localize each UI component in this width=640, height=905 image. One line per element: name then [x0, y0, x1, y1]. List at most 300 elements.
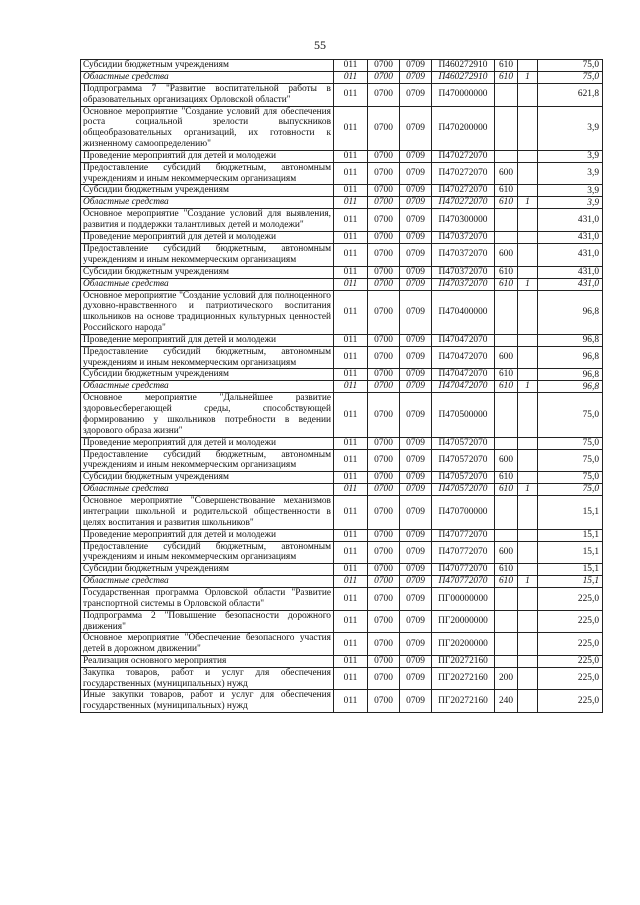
row-name: Предоставление субсидий бюджетным, автономным учреждениям и иным некоммерческим организациям [81, 346, 334, 369]
amount: 3,9 [538, 162, 603, 185]
expense-type: 610 [495, 369, 518, 381]
admin-code: 011 [334, 162, 368, 185]
section-code: 0700 [368, 185, 400, 197]
table-row [81, 381, 603, 393]
table-row [81, 290, 603, 334]
target-article: П470472070 [432, 369, 495, 381]
row-name: Субсидии бюджетным учреждениям [81, 266, 334, 278]
target-article: П470772070 [432, 541, 495, 564]
target-article: П470000000 [432, 84, 495, 107]
funding-source [518, 84, 538, 107]
funding-source [518, 346, 538, 369]
table-row [81, 150, 603, 162]
funding-source [518, 290, 538, 334]
subsection-code: 0709 [400, 84, 432, 107]
admin-code: 011 [334, 197, 368, 209]
admin-code: 011 [334, 667, 368, 690]
subsection-code: 0709 [400, 278, 432, 290]
admin-code: 011 [334, 106, 368, 150]
admin-code: 011 [334, 655, 368, 667]
row-name: Субсидии бюджетным учреждениям [81, 369, 334, 381]
admin-code: 011 [334, 72, 368, 84]
target-article: П470372070 [432, 231, 495, 243]
expense-type: 610 [495, 576, 518, 588]
section-code: 0700 [368, 655, 400, 667]
subsection-code: 0709 [400, 72, 432, 84]
admin-code: 011 [334, 393, 368, 437]
amount: 75,0 [538, 484, 603, 496]
section-code: 0700 [368, 369, 400, 381]
funding-source [518, 610, 538, 633]
table-row [81, 610, 603, 633]
target-article: П470772070 [432, 576, 495, 588]
subsection-code: 0709 [400, 449, 432, 472]
target-article: П470572070 [432, 472, 495, 484]
table-row [81, 278, 603, 290]
admin-code: 011 [334, 266, 368, 278]
subsection-code: 0709 [400, 60, 432, 72]
section-code: 0700 [368, 243, 400, 266]
funding-source [518, 449, 538, 472]
table-row [81, 84, 603, 107]
subsection-code: 0709 [400, 231, 432, 243]
expense-type [495, 150, 518, 162]
funding-source [518, 437, 538, 449]
expense-type [495, 588, 518, 611]
section-code: 0700 [368, 290, 400, 334]
table-row [81, 472, 603, 484]
target-article: П470272070 [432, 150, 495, 162]
section-code: 0700 [368, 496, 400, 529]
target-article: П470572070 [432, 437, 495, 449]
target-article: П460272910 [432, 60, 495, 72]
section-code: 0700 [368, 576, 400, 588]
section-code: 0700 [368, 541, 400, 564]
admin-code: 011 [334, 84, 368, 107]
amount: 621,8 [538, 84, 603, 107]
admin-code: 011 [334, 150, 368, 162]
table-row [81, 346, 603, 369]
expense-type [495, 393, 518, 437]
row-name: Закупка товаров, работ и услуг для обеспечения государственных (муниципальных) нужд [81, 667, 334, 690]
admin-code: 011 [334, 529, 368, 541]
section-code: 0700 [368, 266, 400, 278]
section-code: 0700 [368, 209, 400, 232]
funding-source: 1 [518, 72, 538, 84]
funding-source [518, 541, 538, 564]
expense-type: 610 [495, 472, 518, 484]
target-article: ПГ20272160 [432, 690, 495, 713]
row-name: Проведение мероприятий для детей и молодежи [81, 529, 334, 541]
section-code: 0700 [368, 60, 400, 72]
target-article: ПГ20272160 [432, 655, 495, 667]
subsection-code: 0709 [400, 162, 432, 185]
subsection-code: 0709 [400, 266, 432, 278]
admin-code: 011 [334, 576, 368, 588]
table-row [81, 185, 603, 197]
funding-source [518, 209, 538, 232]
table-row [81, 266, 603, 278]
expense-type: 610 [495, 60, 518, 72]
section-code: 0700 [368, 588, 400, 611]
expense-type: 610 [495, 484, 518, 496]
subsection-code: 0709 [400, 209, 432, 232]
row-name: Предоставление субсидий бюджетным, автономным учреждениям и иным некоммерческим организациям [81, 243, 334, 266]
table-row [81, 529, 603, 541]
admin-code: 011 [334, 243, 368, 266]
section-code: 0700 [368, 393, 400, 437]
table-row [81, 197, 603, 209]
expense-type [495, 633, 518, 656]
admin-code: 011 [334, 185, 368, 197]
row-name: Проведение мероприятий для детей и молодежи [81, 334, 334, 346]
expense-type [495, 529, 518, 541]
row-name: Предоставление субсидий бюджетным, автономным учреждениям и иным некоммерческим организациям [81, 449, 334, 472]
admin-code: 011 [334, 633, 368, 656]
table-row [81, 209, 603, 232]
section-code: 0700 [368, 610, 400, 633]
target-article: П470472070 [432, 381, 495, 393]
table-row [81, 588, 603, 611]
subsection-code: 0709 [400, 576, 432, 588]
row-name: Основное мероприятие "Дальнейшее развитие здоровьесберегающей среды, способствующей формированию у школьников потребности в ведении здорового образа жизни" [81, 393, 334, 437]
subsection-code: 0709 [400, 334, 432, 346]
section-code: 0700 [368, 564, 400, 576]
row-name: Основное мероприятие "Обеспечение безопасного участия детей в дорожном движении" [81, 633, 334, 656]
funding-source [518, 472, 538, 484]
expense-type [495, 496, 518, 529]
amount: 3,9 [538, 197, 603, 209]
admin-code: 011 [334, 496, 368, 529]
table-row [81, 655, 603, 667]
subsection-code: 0709 [400, 197, 432, 209]
amount: 75,0 [538, 472, 603, 484]
funding-source: 1 [518, 197, 538, 209]
admin-code: 011 [334, 278, 368, 290]
row-name: Субсидии бюджетным учреждениям [81, 185, 334, 197]
admin-code: 011 [334, 346, 368, 369]
table-row [81, 72, 603, 84]
admin-code: 011 [334, 690, 368, 713]
section-code: 0700 [368, 529, 400, 541]
funding-source [518, 150, 538, 162]
funding-source [518, 564, 538, 576]
row-name: Основное мероприятие "Совершенствование механизмов интеграции школьной и родительской общественности в целях воспитания и развития школьников" [81, 496, 334, 529]
subsection-code: 0709 [400, 290, 432, 334]
subsection-code: 0709 [400, 185, 432, 197]
target-article: ПГ00000000 [432, 588, 495, 611]
table-row [81, 231, 603, 243]
section-code: 0700 [368, 484, 400, 496]
section-code: 0700 [368, 334, 400, 346]
section-code: 0700 [368, 162, 400, 185]
row-name: Предоставление субсидий бюджетным, автономным учреждениям и иным некоммерческим организациям [81, 162, 334, 185]
row-name: Реализация основного мероприятия [81, 655, 334, 667]
amount: 3,9 [538, 150, 603, 162]
target-article: П470200000 [432, 106, 495, 150]
amount: 75,0 [538, 60, 603, 72]
funding-source [518, 162, 538, 185]
admin-code: 011 [334, 588, 368, 611]
admin-code: 011 [334, 610, 368, 633]
section-code: 0700 [368, 278, 400, 290]
admin-code: 011 [334, 334, 368, 346]
target-article: ПГ20000000 [432, 610, 495, 633]
subsection-code: 0709 [400, 655, 432, 667]
amount: 3,9 [538, 185, 603, 197]
funding-source [518, 185, 538, 197]
target-article: П470372070 [432, 266, 495, 278]
expense-type [495, 290, 518, 334]
section-code: 0700 [368, 472, 400, 484]
row-name: Областные средства [81, 484, 334, 496]
amount: 96,8 [538, 334, 603, 346]
amount: 15,1 [538, 529, 603, 541]
row-name: Государственная программа Орловской области "Развитие транспортной системы в Орловской области" [81, 588, 334, 611]
amount: 225,0 [538, 588, 603, 611]
section-code: 0700 [368, 197, 400, 209]
subsection-code: 0709 [400, 472, 432, 484]
section-code: 0700 [368, 106, 400, 150]
admin-code: 011 [334, 231, 368, 243]
expense-type: 200 [495, 667, 518, 690]
target-article: П470772070 [432, 564, 495, 576]
target-article: П470272070 [432, 197, 495, 209]
target-article: П470272070 [432, 162, 495, 185]
target-article: П470772070 [432, 529, 495, 541]
row-name: Подпрограмма 7 "Развитие воспитательной работы в образовательных организациях Орловской области" [81, 84, 334, 107]
target-article: П470700000 [432, 496, 495, 529]
subsection-code: 0709 [400, 243, 432, 266]
funding-source [518, 334, 538, 346]
amount: 75,0 [538, 437, 603, 449]
amount: 225,0 [538, 690, 603, 713]
row-name: Областные средства [81, 278, 334, 290]
amount: 96,8 [538, 381, 603, 393]
funding-source [518, 496, 538, 529]
funding-source [518, 243, 538, 266]
table-row [81, 576, 603, 588]
subsection-code: 0709 [400, 690, 432, 713]
target-article: П460272910 [432, 72, 495, 84]
expense-type: 600 [495, 243, 518, 266]
subsection-code: 0709 [400, 150, 432, 162]
expense-type: 240 [495, 690, 518, 713]
amount: 225,0 [538, 667, 603, 690]
expense-type [495, 84, 518, 107]
expense-type [495, 209, 518, 232]
table-row [81, 60, 603, 72]
admin-code: 011 [334, 60, 368, 72]
section-code: 0700 [368, 633, 400, 656]
expense-type [495, 231, 518, 243]
table-row [81, 162, 603, 185]
target-article: П470400000 [432, 290, 495, 334]
funding-source [518, 529, 538, 541]
funding-source [518, 266, 538, 278]
subsection-code: 0709 [400, 381, 432, 393]
subsection-code: 0709 [400, 369, 432, 381]
expense-type: 610 [495, 185, 518, 197]
table-row [81, 484, 603, 496]
target-article: П470300000 [432, 209, 495, 232]
amount: 75,0 [538, 72, 603, 84]
table-row [81, 633, 603, 656]
amount: 15,1 [538, 576, 603, 588]
amount: 96,8 [538, 369, 603, 381]
funding-source: 1 [518, 381, 538, 393]
amount: 431,0 [538, 266, 603, 278]
admin-code: 011 [334, 369, 368, 381]
funding-source [518, 655, 538, 667]
table-row [81, 106, 603, 150]
target-article: П470500000 [432, 393, 495, 437]
funding-source [518, 369, 538, 381]
target-article: П470572070 [432, 484, 495, 496]
expense-type: 600 [495, 449, 518, 472]
target-article: П470472070 [432, 346, 495, 369]
row-name: Основное мероприятие "Создание условий для полноценного духовно-нравственного и патриотического воспитания школьников на основе традиционных культурных ценностей Российского народа" [81, 290, 334, 334]
funding-source [518, 633, 538, 656]
expense-type: 610 [495, 381, 518, 393]
section-code: 0700 [368, 449, 400, 472]
expense-type [495, 610, 518, 633]
amount: 431,0 [538, 231, 603, 243]
section-code: 0700 [368, 84, 400, 107]
amount: 225,0 [538, 633, 603, 656]
section-code: 0700 [368, 437, 400, 449]
amount: 15,1 [538, 496, 603, 529]
admin-code: 011 [334, 449, 368, 472]
section-code: 0700 [368, 667, 400, 690]
subsection-code: 0709 [400, 564, 432, 576]
row-name: Проведение мероприятий для детей и молодежи [81, 150, 334, 162]
subsection-code: 0709 [400, 346, 432, 369]
subsection-code: 0709 [400, 393, 432, 437]
row-name: Субсидии бюджетным учреждениям [81, 472, 334, 484]
section-code: 0700 [368, 231, 400, 243]
row-name: Субсидии бюджетным учреждениям [81, 60, 334, 72]
expense-type [495, 334, 518, 346]
table-row [81, 334, 603, 346]
subsection-code: 0709 [400, 588, 432, 611]
funding-source [518, 60, 538, 72]
funding-source: 1 [518, 484, 538, 496]
expense-type: 610 [495, 197, 518, 209]
funding-source [518, 393, 538, 437]
admin-code: 011 [334, 209, 368, 232]
admin-code: 011 [334, 290, 368, 334]
subsection-code: 0709 [400, 633, 432, 656]
admin-code: 011 [334, 437, 368, 449]
row-name: Предоставление субсидий бюджетным, автономным учреждениям и иным некоммерческим организациям [81, 541, 334, 564]
row-name: Областные средства [81, 576, 334, 588]
admin-code: 011 [334, 472, 368, 484]
table-row [81, 369, 603, 381]
row-name: Субсидии бюджетным учреждениям [81, 564, 334, 576]
subsection-code: 0709 [400, 496, 432, 529]
table-row [81, 690, 603, 713]
budget-rows [81, 60, 603, 713]
expense-type: 600 [495, 162, 518, 185]
table-row [81, 437, 603, 449]
target-article: П470472070 [432, 334, 495, 346]
amount: 75,0 [538, 449, 603, 472]
subsection-code: 0709 [400, 541, 432, 564]
expense-type [495, 655, 518, 667]
section-code: 0700 [368, 381, 400, 393]
amount: 96,8 [538, 290, 603, 334]
amount: 96,8 [538, 346, 603, 369]
expense-type [495, 437, 518, 449]
funding-source [518, 588, 538, 611]
subsection-code: 0709 [400, 667, 432, 690]
subsection-code: 0709 [400, 610, 432, 633]
table-row [81, 449, 603, 472]
expense-type: 610 [495, 266, 518, 278]
admin-code: 011 [334, 564, 368, 576]
row-name: Проведение мероприятий для детей и молодежи [81, 437, 334, 449]
table-row [81, 496, 603, 529]
funding-source [518, 231, 538, 243]
admin-code: 011 [334, 381, 368, 393]
expense-type: 610 [495, 564, 518, 576]
subsection-code: 0709 [400, 437, 432, 449]
funding-source: 1 [518, 278, 538, 290]
page-number: 55 [314, 38, 326, 52]
row-name: Проведение мероприятий для детей и молодежи [81, 231, 334, 243]
table-row [81, 393, 603, 437]
funding-source [518, 690, 538, 713]
expense-type: 610 [495, 278, 518, 290]
section-code: 0700 [368, 690, 400, 713]
expense-type: 600 [495, 541, 518, 564]
row-name: Областные средства [81, 72, 334, 84]
row-name: Подпрограмма 2 "Повышение безопасности дорожного движения" [81, 610, 334, 633]
section-code: 0700 [368, 150, 400, 162]
row-name: Областные средства [81, 381, 334, 393]
expense-type: 600 [495, 346, 518, 369]
subsection-code: 0709 [400, 529, 432, 541]
target-article: П470272070 [432, 185, 495, 197]
amount: 431,0 [538, 209, 603, 232]
table-row [81, 667, 603, 690]
target-article: П470372070 [432, 243, 495, 266]
table-row [81, 564, 603, 576]
amount: 225,0 [538, 655, 603, 667]
amount: 15,1 [538, 541, 603, 564]
amount: 431,0 [538, 278, 603, 290]
row-name: Основное мероприятие "Создание условий для обеспечения роста социальной зрелости выпускников общеобразовательных организаций, их готовности к жизненному самоопределению" [81, 106, 334, 150]
amount: 75,0 [538, 393, 603, 437]
funding-source [518, 106, 538, 150]
row-name: Основное мероприятие "Создание условий для выявления, развития и поддержки талантливых детей и молодежи" [81, 209, 334, 232]
target-article: П470372070 [432, 278, 495, 290]
table-row [81, 243, 603, 266]
section-code: 0700 [368, 72, 400, 84]
amount: 3,9 [538, 106, 603, 150]
subsection-code: 0709 [400, 106, 432, 150]
amount: 225,0 [538, 610, 603, 633]
section-code: 0700 [368, 346, 400, 369]
admin-code: 011 [334, 541, 368, 564]
target-article: П470572070 [432, 449, 495, 472]
expense-type: 610 [495, 72, 518, 84]
table-row [81, 541, 603, 564]
funding-source [518, 667, 538, 690]
row-name: Иные закупки товаров, работ и услуг для обеспечения государственных (муниципальных) нужд [81, 690, 334, 713]
target-article: ПГ20200000 [432, 633, 495, 656]
